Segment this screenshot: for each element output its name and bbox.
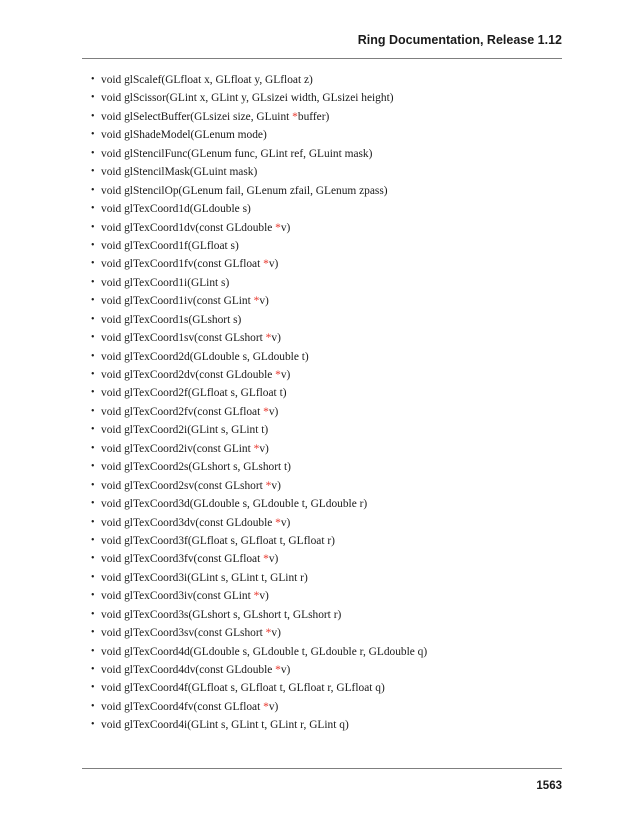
bullet-icon: •: [91, 369, 95, 380]
bullet-icon: •: [91, 203, 95, 215]
bullet-icon: •: [91, 166, 95, 178]
signature-text-tail: v): [271, 627, 281, 640]
signature-text-tail: v): [280, 664, 291, 676]
bullet-icon: •: [91, 74, 95, 85]
signature-text: void glTexCoord2dv(const GLdouble: [101, 369, 276, 381]
signature-text: void glTexCoord3f(GLfloat s, GLfloat t, GLfloat r): [101, 534, 335, 547]
pointer-marker: *: [253, 590, 260, 603]
list-item: [91, 274, 561, 292]
signature-text-tail: v): [280, 369, 291, 381]
list-item: [91, 366, 561, 384]
list-item: [91, 384, 561, 402]
signature-text: void glTexCoord2f(GLfloat s, GLfloat t): [101, 387, 287, 400]
signature-text: void glTexCoord2iv(const GLint: [101, 442, 254, 455]
bullet-icon: •: [91, 239, 95, 251]
list-item: [91, 292, 561, 310]
page-header: [82, 32, 562, 59]
list-item: [91, 606, 561, 624]
bullet-icon: •: [91, 534, 95, 546]
signature-text: void glTexCoord3sv(const GLshort: [101, 627, 266, 640]
signature-text-tail: v): [271, 479, 281, 492]
signature-text: void glTexCoord3s(GLshort s, GLshort t, GLshort r): [101, 608, 342, 621]
list-item: [91, 716, 561, 734]
bullet-icon: •: [91, 498, 95, 510]
bullet-icon: •: [91, 387, 95, 399]
signature-text: void glTexCoord3iv(const GLint: [101, 590, 254, 603]
signature-text-tail: v): [268, 405, 279, 418]
signature-text-tail: v): [271, 332, 281, 345]
pointer-marker: *: [265, 479, 272, 492]
signature-text-tail: buffer): [297, 110, 330, 123]
bullet-icon: •: [91, 479, 95, 491]
bullet-icon: •: [91, 184, 95, 196]
signature-text: void glTexCoord4f(GLfloat s, GLfloat t, GLfloat r, GLfloat q): [101, 682, 385, 695]
signature-text-tail: v): [280, 221, 291, 234]
list-item: [91, 643, 561, 661]
signature-text: void glTexCoord4dv(const GLdouble: [101, 664, 276, 676]
list-item: [91, 532, 561, 550]
pointer-marker: *: [275, 516, 281, 529]
bullet-icon: •: [91, 571, 95, 583]
pointer-marker: *: [263, 700, 269, 713]
pointer-marker: *: [292, 110, 298, 123]
bullet-icon: •: [91, 461, 95, 473]
signature-text: void glTexCoord1dv(const GLdouble: [101, 221, 276, 234]
signature-text: void glTexCoord4i(GLint s, GLint t, GLint r, GLint q): [101, 719, 349, 732]
pointer-marker: *: [263, 405, 269, 418]
list-item: [91, 440, 561, 458]
signature-text: void glTexCoord2fv(const GLfloat: [101, 405, 264, 418]
list-item: [91, 108, 561, 126]
signature-text: void glTexCoord2i(GLint s, GLint t): [101, 424, 269, 437]
running-title: Ring Documentation, Release 1.12: [357, 33, 562, 47]
signature-text: void glStencilOp(GLenum fail, GLenum zfail, GLenum zpass): [101, 184, 388, 197]
signature-text: void glTexCoord3fv(const GLfloat: [101, 553, 264, 566]
signature-text: void glTexCoord1f(GLfloat s): [101, 239, 239, 252]
signature-text: void glTexCoord2sv(const GLshort: [101, 479, 266, 492]
signature-text: void glTexCoord4d(GLdouble s, GLdouble t, GLdouble r, GLdouble q): [101, 645, 428, 658]
list-item: [91, 661, 561, 679]
signature-text: void glTexCoord3dv(const GLdouble: [101, 516, 276, 529]
signature-text: void glSelectBuffer(GLsizei size, GLuint: [101, 110, 293, 123]
list-item: [91, 255, 561, 273]
bullet-icon: •: [91, 258, 95, 270]
pointer-marker: *: [265, 627, 272, 640]
signature-text: void glTexCoord1fv(const GLfloat: [101, 258, 264, 271]
list-item: [91, 495, 561, 513]
pointer-marker: *: [265, 332, 272, 345]
bullet-icon: •: [91, 590, 95, 602]
signature-text: void glStencilFunc(GLenum func, GLint ref, GLuint mask): [101, 147, 373, 160]
list-item: [91, 477, 561, 495]
signature-text: void glTexCoord1iv(const GLint: [101, 295, 254, 308]
signature-text: void glTexCoord3d(GLdouble s, GLdouble t, GLdouble r): [101, 498, 368, 511]
signature-text: void glTexCoord3i(GLint s, GLint t, GLint r): [101, 571, 308, 584]
signature-text: void glTexCoord1sv(const GLshort: [101, 332, 266, 345]
page-footer: [82, 768, 562, 793]
pointer-marker: *: [275, 369, 281, 381]
signature-text-tail: v): [268, 700, 279, 713]
signature-text-tail: v): [268, 258, 279, 271]
list-item: [91, 163, 561, 181]
bullet-icon: •: [91, 516, 95, 528]
bullet-icon: •: [91, 332, 95, 344]
signature-text: void glTexCoord1i(GLint s): [101, 276, 230, 289]
function-list: [91, 71, 561, 735]
list-item: [91, 550, 561, 568]
signature-text: void glTexCoord2s(GLshort s, GLshort t): [101, 461, 291, 474]
signature-text: void glStencilMask(GLuint mask): [101, 166, 258, 179]
bullet-icon: •: [91, 719, 95, 731]
signature-text: void glTexCoord4fv(const GLfloat: [101, 700, 264, 713]
list-item: [91, 624, 561, 642]
signature-text: void glScalef(GLfloat x, GLfloat y, GLfloat z): [101, 74, 313, 86]
list-item: [91, 89, 561, 107]
bullet-icon: •: [91, 295, 95, 307]
list-item: [91, 182, 561, 200]
bullet-icon: •: [91, 627, 95, 639]
list-item: [91, 126, 561, 144]
pointer-marker: *: [253, 442, 260, 455]
list-item: [91, 311, 561, 329]
list-item: [91, 219, 561, 237]
list-item: [91, 679, 561, 697]
bullet-icon: •: [91, 221, 95, 233]
list-item: [91, 237, 561, 255]
bullet-icon: •: [91, 147, 95, 159]
list-item: [91, 403, 561, 421]
list-item: [91, 458, 561, 476]
pointer-marker: *: [263, 553, 269, 566]
signature-text-tail: v): [280, 516, 291, 529]
list-item: [91, 421, 561, 439]
bullet-icon: •: [91, 553, 95, 565]
list-item: [91, 569, 561, 587]
signature-text-tail: v): [268, 553, 279, 566]
pointer-marker: *: [275, 221, 281, 234]
list-item: [91, 348, 561, 366]
signature-text-tail: v): [259, 295, 269, 308]
pointer-marker: *: [253, 295, 260, 308]
list-item: [91, 587, 561, 605]
signature-text: void glTexCoord2d(GLdouble s, GLdouble t): [101, 350, 309, 363]
signature-text: void glTexCoord1d(GLdouble s): [101, 203, 251, 216]
pointer-marker: *: [275, 664, 281, 676]
bullet-icon: •: [91, 645, 95, 657]
list-item: [91, 71, 561, 89]
bullet-icon: •: [91, 664, 95, 675]
pointer-marker: *: [263, 258, 269, 271]
signature-text-tail: v): [259, 442, 269, 455]
page-number: 1563: [536, 780, 562, 792]
bullet-icon: •: [91, 700, 95, 712]
signature-text: void glTexCoord1s(GLshort s): [101, 313, 242, 326]
list-item: [91, 145, 561, 163]
bullet-icon: •: [91, 350, 95, 362]
bullet-icon: •: [91, 92, 95, 104]
bullet-icon: •: [91, 313, 95, 325]
list-item: [91, 514, 561, 532]
signature-text: void glScissor(GLint x, GLint y, GLsizei width, GLsizei height): [101, 92, 394, 105]
bullet-icon: •: [91, 442, 95, 454]
signature-text-tail: v): [259, 590, 269, 603]
bullet-icon: •: [91, 276, 95, 288]
bullet-icon: •: [91, 682, 95, 694]
bullet-icon: •: [91, 405, 95, 417]
bullet-icon: •: [91, 129, 95, 141]
signature-text: void glShadeModel(GLenum mode): [101, 129, 267, 142]
bullet-icon: •: [91, 110, 95, 122]
bullet-icon: •: [91, 608, 95, 620]
list-item: [91, 200, 561, 218]
list-item: [91, 329, 561, 347]
list-item: [91, 698, 561, 716]
bullet-icon: •: [91, 424, 95, 436]
